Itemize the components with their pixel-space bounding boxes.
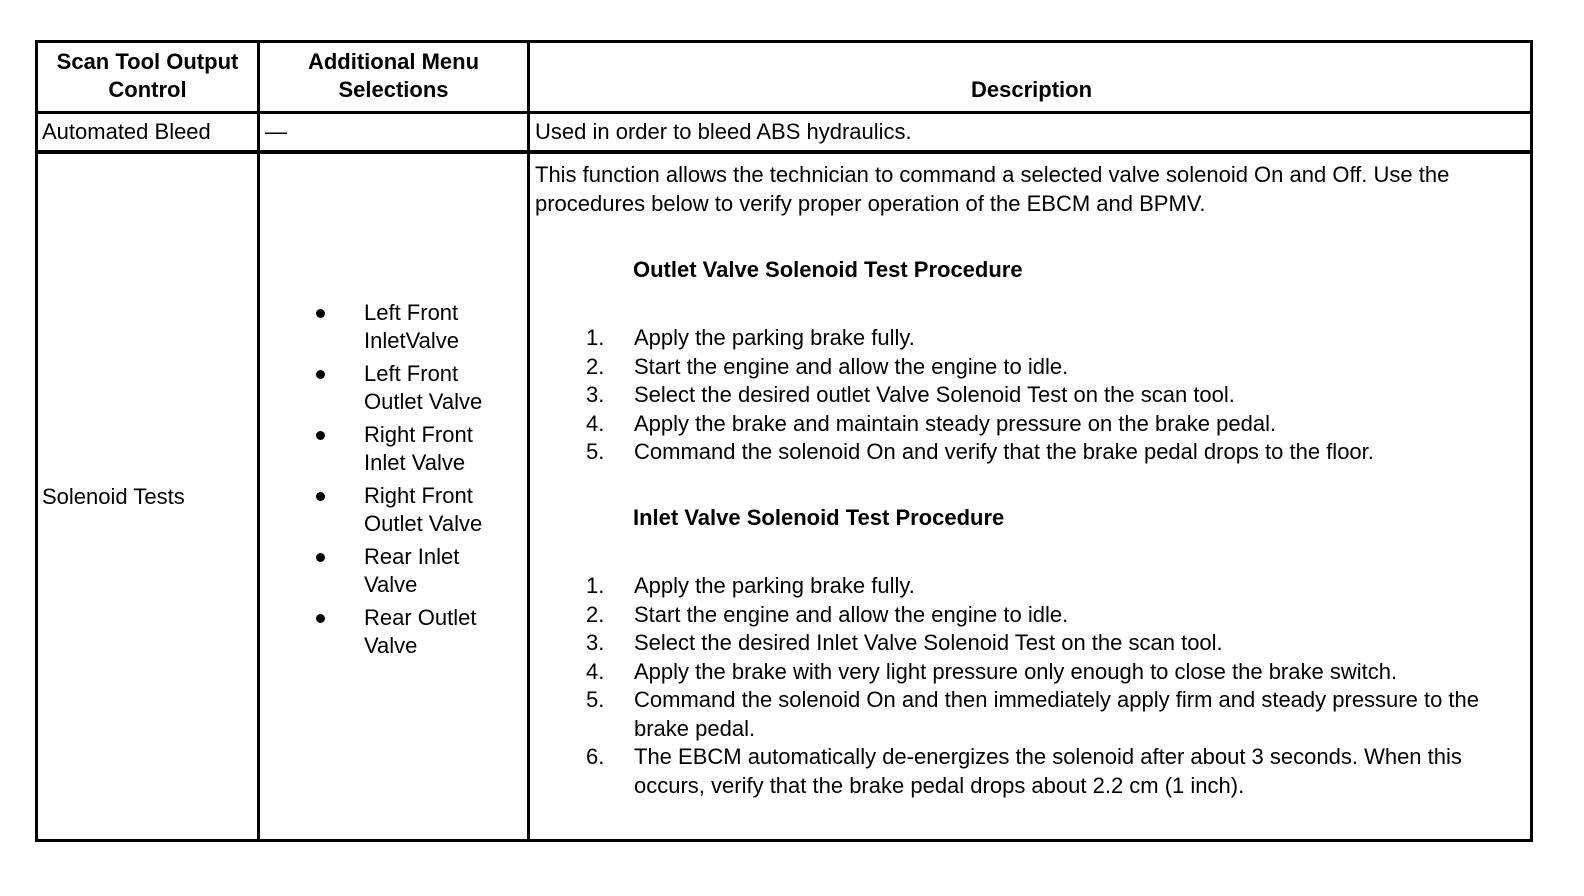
inlet-procedure-title: Inlet Valve Solenoid Test Procedure (633, 505, 1005, 530)
menu-item-label: Right Front Inlet Valve (364, 422, 473, 475)
step-number: 1. (586, 573, 605, 598)
column-divider (527, 43, 530, 839)
step-number: 2. (586, 353, 605, 379)
step-text: Start the engine and allow the engine to idle. (634, 601, 1069, 627)
list-item (578, 743, 1528, 800)
step-number: 1. (586, 325, 605, 350)
step-number: 4. (586, 410, 605, 436)
step-text: Command the solenoid On and verify that the brake pedal drops to the floor. (634, 439, 1374, 464)
list-item (260, 421, 510, 477)
header-additional-menu-selections: Additional Menu Selections (307, 49, 480, 102)
list-item (578, 324, 1528, 353)
step-text: Start the engine and allow the engine to idle. (634, 353, 1069, 379)
list-item (578, 601, 1528, 630)
list-item (578, 410, 1528, 439)
step-number: 4. (586, 658, 605, 684)
menu-item-label: Left Front Outlet Valve (364, 361, 483, 414)
scan-tool-output-table (35, 40, 1533, 842)
menu-item-label: Left Front InletValve (364, 300, 459, 353)
list-item (578, 353, 1528, 382)
bullet-icon (316, 431, 325, 440)
step-text: Apply the parking brake fully. (634, 573, 915, 598)
list-item (260, 482, 510, 538)
list-item (260, 360, 510, 416)
step-number: 6. (586, 744, 605, 769)
step-text: The EBCM automatically de-energizes the solenoid after about 3 seconds. When this occurs, verify that the brake pedal drops about 2.2 cm (1 inch). (634, 744, 1462, 798)
row-divider (38, 150, 1530, 154)
list-item (578, 572, 1528, 601)
bullet-icon (316, 492, 325, 501)
list-item (578, 629, 1528, 658)
bullet-icon (316, 614, 325, 623)
step-number: 2. (586, 601, 605, 627)
list-item (578, 686, 1528, 743)
menu-item-label: Rear Inlet Valve (364, 544, 460, 597)
inlet-procedure-steps (578, 572, 1528, 800)
step-number: 5. (586, 439, 605, 464)
row-solenoid-tests-control: Solenoid Tests (42, 484, 185, 509)
step-number: 5. (586, 687, 605, 712)
step-text: Select the desired Inlet Valve Solenoid Test on the scan tool. (634, 630, 1223, 655)
step-text: Apply the parking brake fully. (634, 325, 915, 350)
row-automated-bleed-control: Automated Bleed (42, 119, 211, 144)
menu-item-label: Right Front Outlet Valve (364, 483, 483, 536)
step-number: 3. (586, 630, 605, 655)
list-item (260, 543, 510, 599)
list-item (260, 604, 510, 660)
step-text: Apply the brake with very light pressure only enough to close the brake switch. (634, 658, 1398, 684)
outlet-procedure-title: Outlet Valve Solenoid Test Procedure (633, 257, 1023, 282)
header-divider (38, 111, 1530, 114)
list-item (578, 381, 1528, 410)
bullet-icon (316, 309, 325, 318)
list-item (578, 438, 1528, 467)
step-number: 3. (586, 382, 605, 407)
header-scan-tool-output-control: Scan Tool Output Control (56, 49, 239, 102)
menu-item-label: Rear Outlet Valve (364, 605, 477, 658)
header-description: Description (970, 77, 1093, 102)
list-item (578, 658, 1528, 687)
step-text: Select the desired outlet Valve Solenoid Test on the scan tool. (634, 382, 1235, 407)
bullet-icon (316, 370, 325, 379)
row-automated-bleed-description: Used in order to bleed ABS hydraulics. (535, 119, 912, 144)
row-automated-bleed-menu: — (265, 119, 287, 144)
step-text: Apply the brake and maintain steady pressure on the brake pedal. (634, 410, 1277, 436)
solenoid-menu-list (260, 299, 527, 665)
list-item (260, 299, 510, 355)
step-text: Command the solenoid On and then immediately apply firm and steady pressure to the brake pedal. (634, 687, 1480, 741)
solenoid-intro-text: This function allows the technician to command a selected valve solenoid On and Off. Use the procedures below to verify proper operation of the EBCM and BPMV. (535, 162, 1450, 216)
bullet-icon (316, 553, 325, 562)
outlet-procedure-steps (578, 324, 1528, 467)
